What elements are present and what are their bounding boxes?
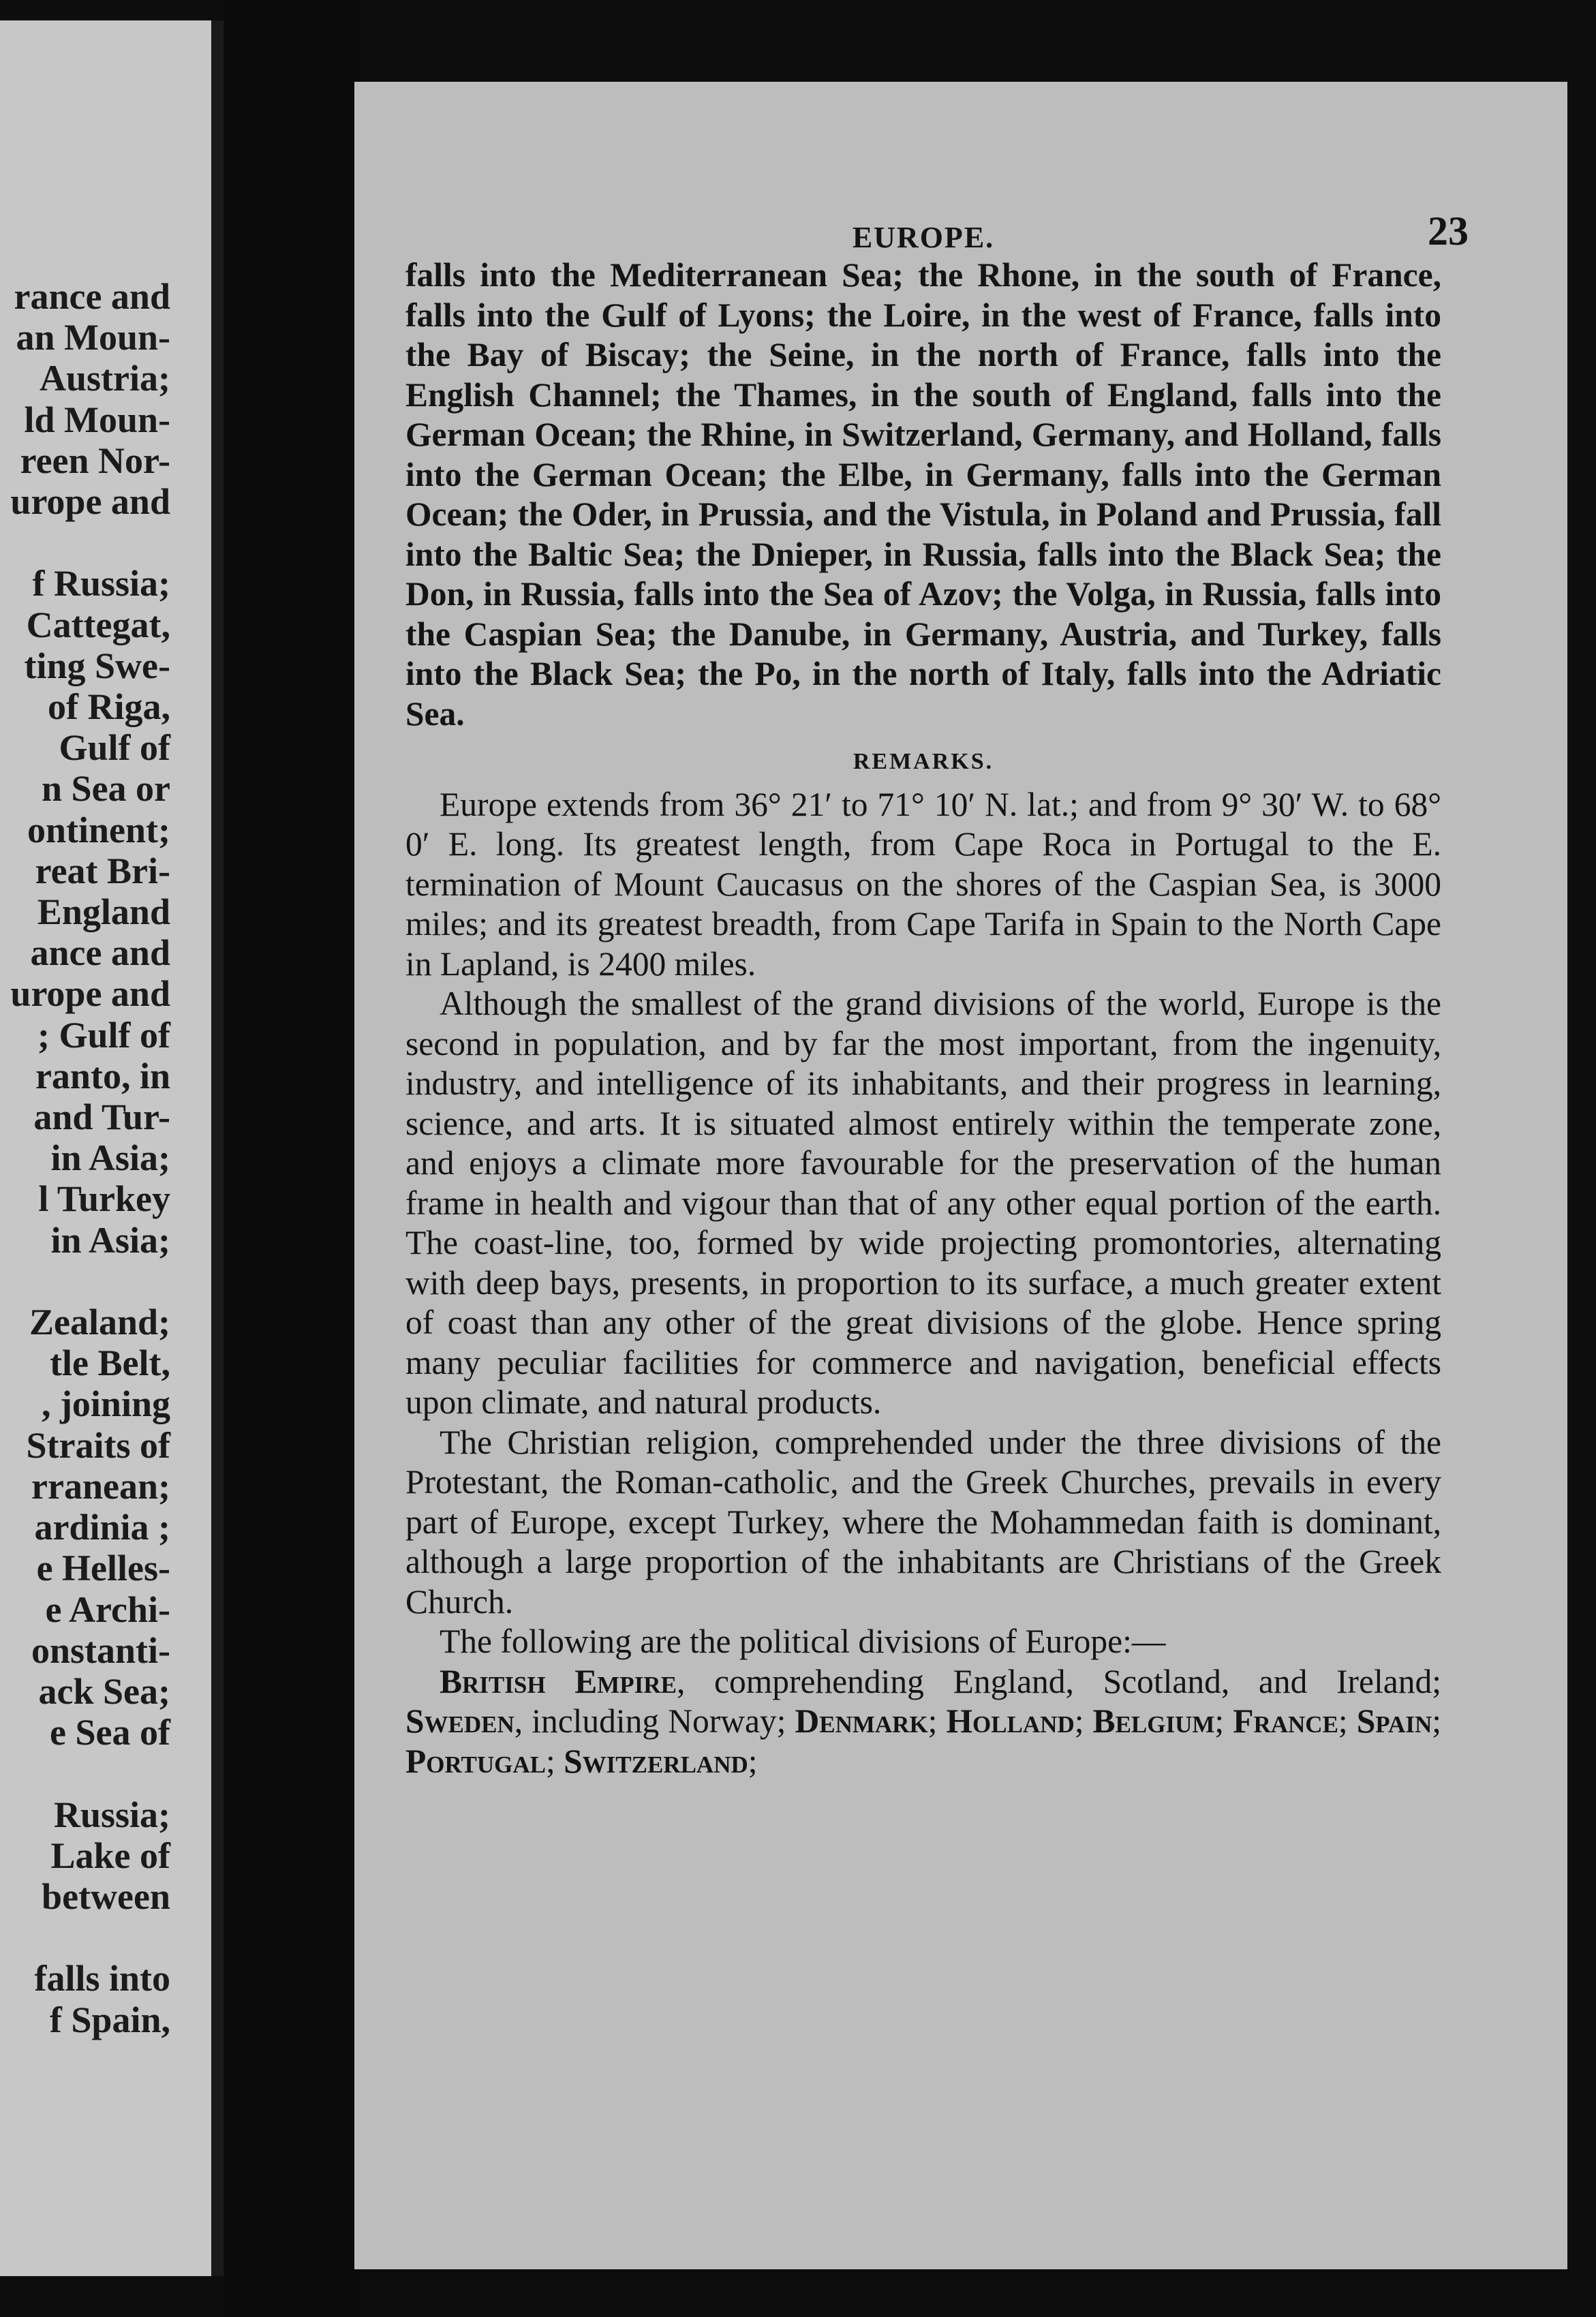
division-british-empire: British Empire	[440, 1662, 677, 1700]
left-page-line: tle Belt,	[50, 1342, 170, 1384]
left-page-line: ontinent;	[27, 809, 170, 850]
left-page-line: between	[42, 1875, 170, 1917]
right-page	[354, 82, 1567, 2269]
left-page-line: f Russia;	[32, 563, 170, 604]
page-title: EUROPE.	[852, 221, 995, 254]
left-page-line: reen Nor-	[20, 440, 170, 481]
division-portugal: Portugal	[405, 1742, 546, 1780]
religion-paragraph: The Christian religion, comprehended under the three divisions of the Protestant, the Roman-catholic, and the Greek Churches, prevails in every part of Europe, except Turkey, where the Mohammedan faith is dominant, although a large proportion of the inhabitants are Christians of the Greek Church.	[405, 1423, 1441, 1621]
rivers-paragraph: falls into the Mediterranean Sea; the Rhone, in the south of France, falls into the Gulf of Lyons; the Loire, in the west of France, falls into the Bay of Biscay; the Seine, in the north of France, falls into the English Channel; the Thames, in the south of England, falls into the German Ocean; the Rhine, in Switzerland, Germany, and Holland, falls into the German Ocean; the Elbe, in Germany, falls into the German Ocean; the Oder, in Prussia, and the Vistula, in Poland and Prussia, fall into the Baltic Sea; the Dnieper, in Russia, falls into the Black Sea; the Don, in Russia, falls into the Sea of Azov; the Volga, in Russia, falls into the Caspian Sea; the Danube, in Germany, Austria, and Turkey, falls into the Black Sea; the Po, in the north of Italy, falls into the Adriatic Sea.	[405, 256, 1441, 733]
division-spain: Spain	[1356, 1702, 1432, 1740]
left-page-line: urope and	[10, 481, 170, 523]
extent-paragraph: Europe extends from 36° 21′ to 71° 10′ N. lat.; and from 9° 30′ W. to 68° 0′ E. long. Its greatest length, from Cape Roca in Portugal to the E. termination of Mount Caucasus on the shores of the Caspian Sea, is 3000 miles; and its greatest breadth, from Cape Tarifa in Spain to the North Cape in Lapland, is 2400 miles.	[405, 785, 1441, 983]
division-denmark: Denmark	[795, 1702, 928, 1740]
left-page-line: rranean;	[31, 1465, 170, 1507]
remarks-heading: REMARKS.	[853, 749, 994, 774]
left-page-line: ance and	[30, 932, 170, 974]
left-page-line: falls into	[34, 1958, 170, 1999]
divisions-list: British Empire, comprehending England, Scotland, and Ireland; Sweden, including Norway; Denmark; Holland; Belgium; France; Spain; Portugal; Switzerland;	[405, 1662, 1441, 1780]
left-page-line: urope and	[10, 973, 170, 1015]
left-page-line	[0, 522, 170, 563]
left-page-line: e Helles-	[36, 1548, 170, 1589]
left-page-line: ardinia ;	[34, 1507, 170, 1548]
page-content	[405, 209, 1469, 1781]
left-page-line: rance and	[14, 276, 170, 317]
left-page-line: l Turkey	[38, 1178, 170, 1220]
left-page-line: , joining	[41, 1383, 170, 1425]
left-page-line: Gulf of	[59, 727, 170, 769]
left-page-line	[0, 1261, 170, 1302]
left-page-line: in Asia;	[50, 1219, 170, 1261]
running-header	[405, 209, 1469, 256]
left-page-line: n Sea or	[42, 768, 170, 810]
left-page-line: of Riga,	[48, 686, 170, 728]
left-page-line: e Sea of	[50, 1712, 170, 1753]
division-holland: Holland	[946, 1702, 1075, 1740]
left-page-line: Zealand;	[29, 1302, 170, 1343]
left-page-line: ack Sea;	[38, 1670, 170, 1712]
left-page-line: ; Gulf of	[37, 1014, 170, 1056]
left-page-line: Straits of	[26, 1424, 170, 1466]
book-gutter	[225, 0, 361, 2317]
left-page-line: Russia;	[53, 1794, 170, 1835]
left-page-text	[0, 276, 170, 2040]
left-page-line: an Moun-	[16, 317, 170, 358]
left-page-line: f Spain,	[49, 1999, 170, 2040]
left-page-line: Lake of	[50, 1835, 170, 1876]
left-page-line: ld Moun-	[24, 399, 170, 440]
left-page-line: ranto, in	[35, 1055, 170, 1096]
left-page-line: e Archi-	[45, 1589, 170, 1630]
divisions-intro: The following are the political divisions of Europe:—	[440, 1623, 1166, 1660]
left-page-line: in Asia;	[50, 1137, 170, 1179]
left-page-line	[0, 1917, 170, 1958]
left-page-line: and Tur-	[33, 1096, 170, 1138]
left-page-line: onstanti-	[31, 1629, 170, 1671]
left-page-fragment	[0, 20, 224, 2276]
left-page-line: England	[37, 891, 170, 933]
left-page-line: reat Bri-	[35, 850, 170, 891]
left-page-line: Austria;	[40, 358, 170, 399]
division-france: France	[1233, 1702, 1338, 1740]
left-page-line: Cattegat,	[26, 604, 170, 645]
division-belgium: Belgium	[1092, 1702, 1215, 1740]
importance-paragraph: Although the smallest of the grand divisions of the world, Europe is the second in population, and by far the most important, from the ingenuity, industry, and intelligence of its inhabitants, and their progress in learning, science, and arts. It is situated almost entirely within the temperate zone, and enjoys a climate more favourable for the preservation of the human frame in health and vigour than that of any other equal portion of the earth. The coast-line, too, formed by wide projecting promontories, alternating with deep bays, presents, in proportion to its surface, a much greater extent of coast than any other of the great divisions of the globe. Hence spring many peculiar facilities for commerce and navigation, beneficial effects upon climate, and natural products.	[405, 985, 1441, 1421]
division-switzerland: Switzerland	[564, 1742, 748, 1780]
division-sweden: Sweden	[405, 1702, 515, 1740]
left-page-line: ting Swe-	[24, 645, 170, 686]
page-number: 23	[1428, 209, 1469, 254]
left-page-line	[0, 1753, 170, 1794]
